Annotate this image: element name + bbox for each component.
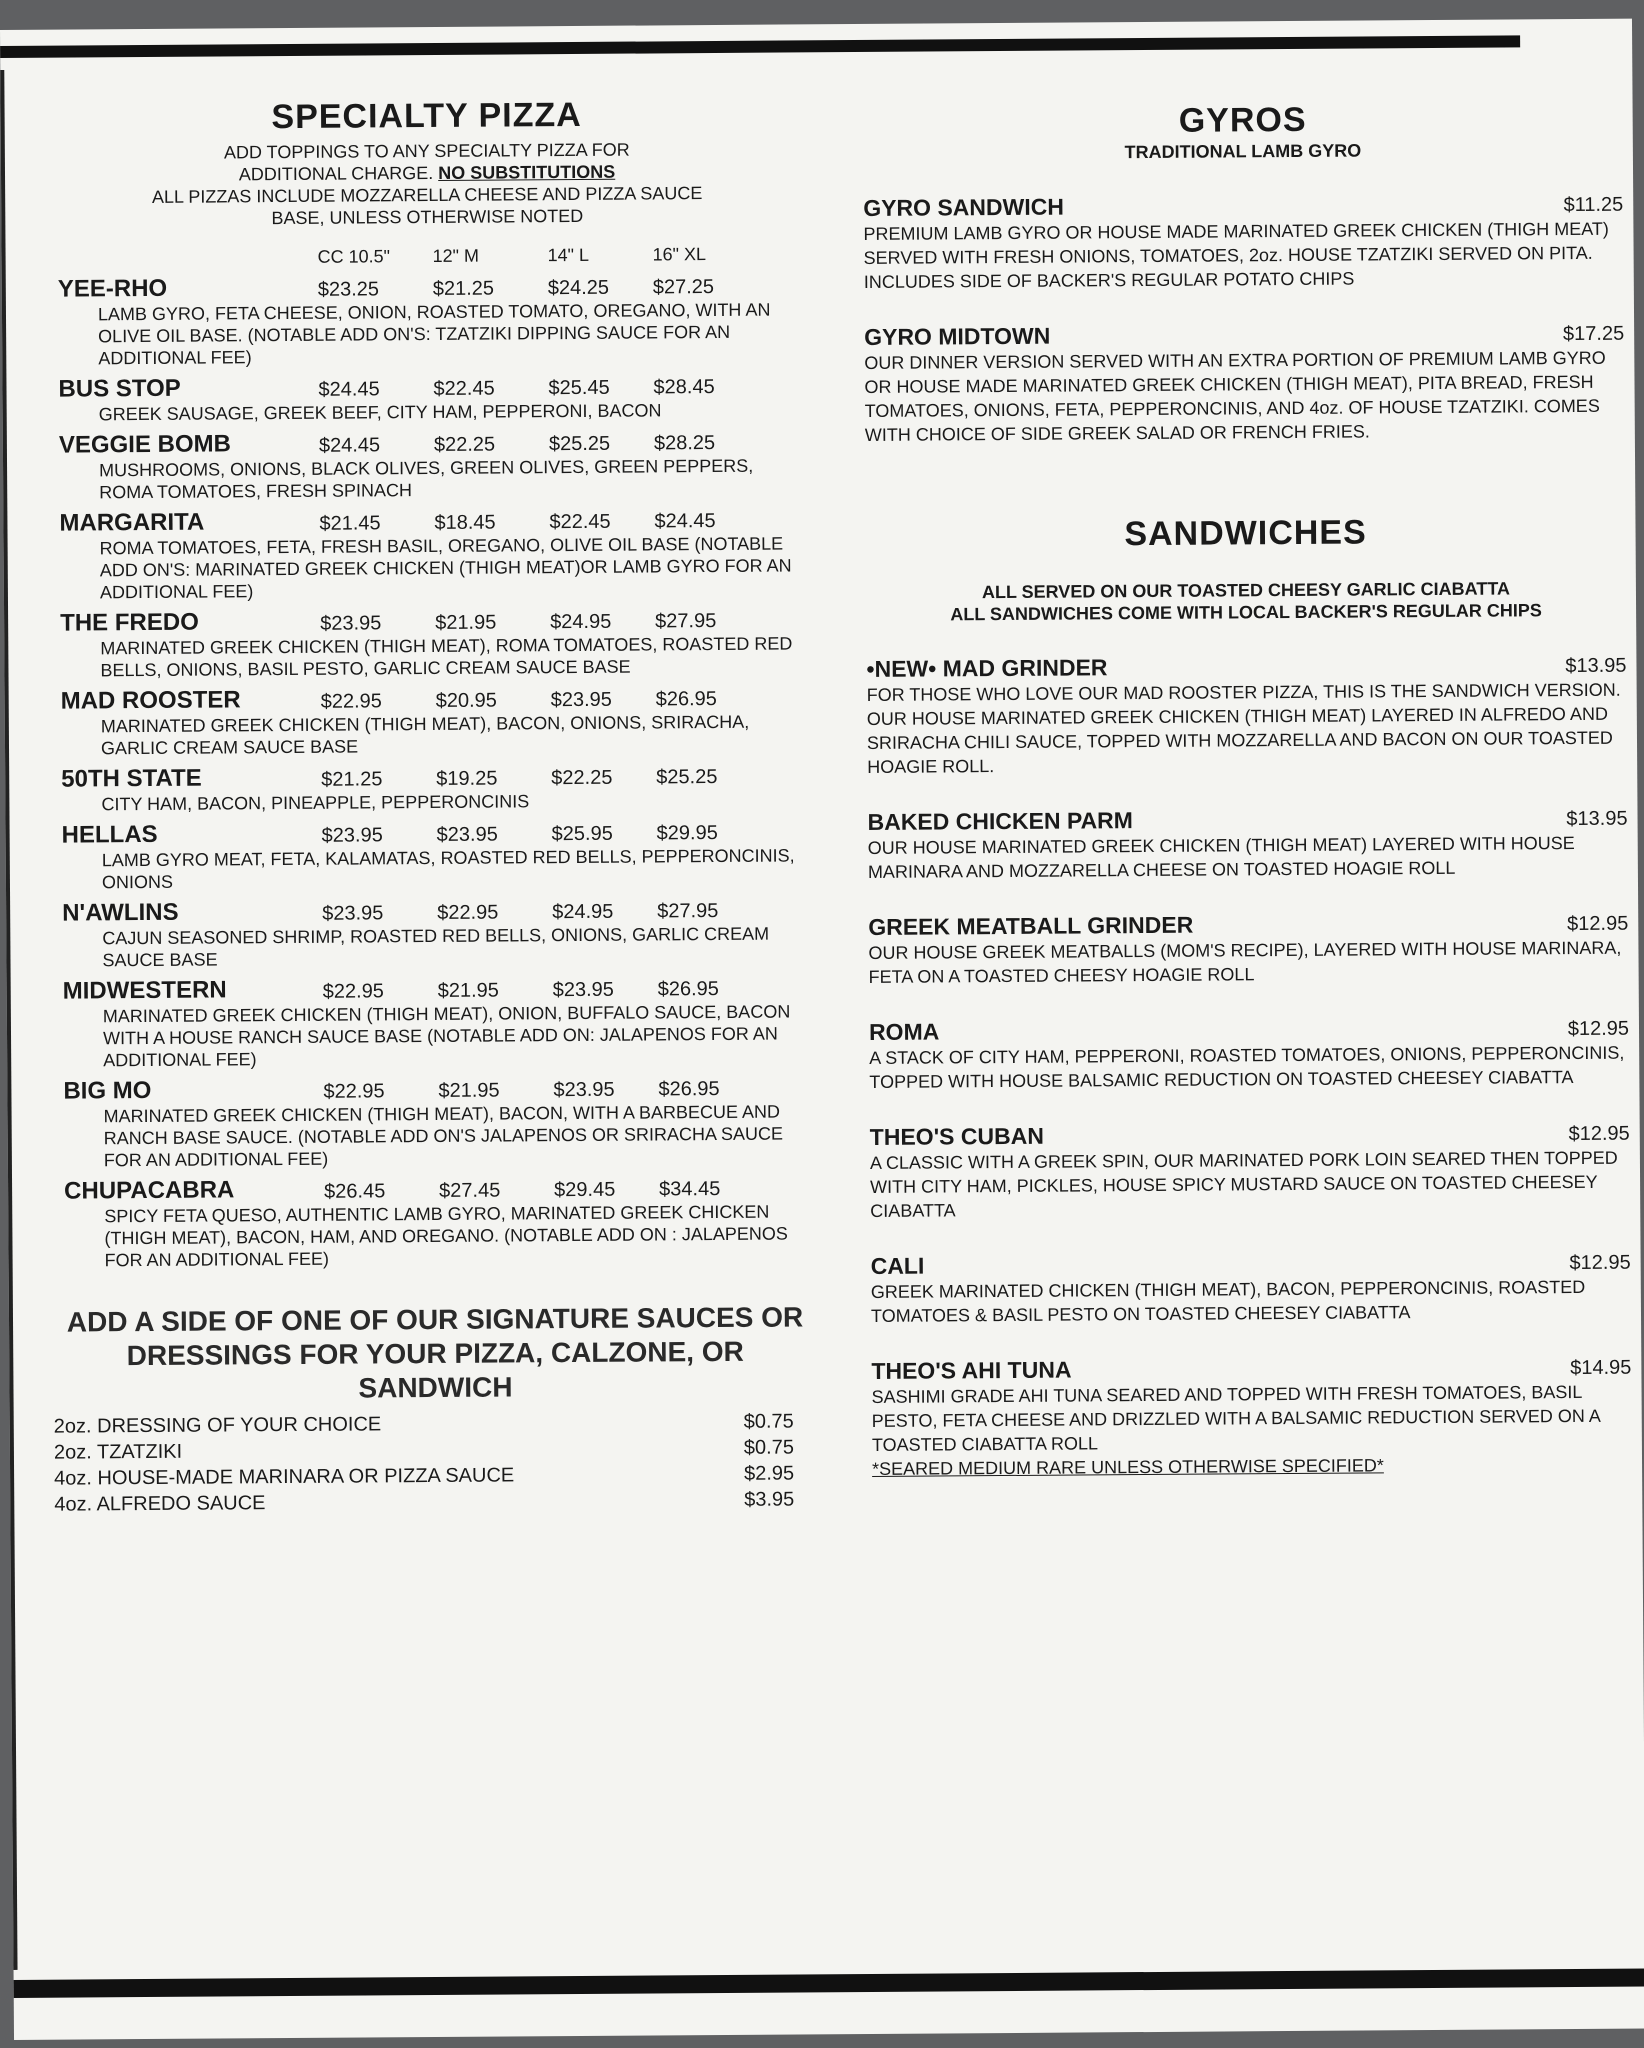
sandwich-description: SASHIMI GRADE AHI TUNA SEARED AND TOPPED WITH FRESH TOMATOES, BASIL PESTO, FETA CHEESE AND DRIZZLED WITH A BALSAMIC REDUCTION SERVED ON A TOASTED CIABATTA ROLL bbox=[871, 1381, 1600, 1455]
pizza-price: $26.45 bbox=[324, 1180, 386, 1203]
pizza-price: $23.95 bbox=[552, 978, 614, 1002]
gyro-item bbox=[863, 190, 1624, 294]
sandwich-item bbox=[869, 1014, 1630, 1094]
pizza-item bbox=[63, 1072, 804, 1171]
pizza-price: $24.95 bbox=[552, 900, 614, 924]
pizza-name: N'AWLINS bbox=[62, 898, 179, 927]
sauce-list bbox=[53, 1408, 807, 1517]
section-title: SPECIALTY PIZZA bbox=[271, 95, 582, 137]
pizza-description: MUSHROOMS, ONIONS, BLACK OLIVES, GREEN OLIVES, GREEN PEPPERS, ROMA TOMATOES, FRESH SPINACH bbox=[99, 455, 754, 503]
pizza-item bbox=[61, 760, 801, 815]
pizza-description: GREEK SAUSAGE, GREEK BEEF, CITY HAM, PEPPERONI, BACON bbox=[98, 400, 662, 425]
size-label: 14" L bbox=[547, 244, 590, 266]
pizza-price: $23.25 bbox=[317, 278, 380, 301]
pizza-item bbox=[63, 972, 804, 1071]
pizza-price: $29.45 bbox=[554, 1178, 616, 1202]
sandwich-name: THEO'S AHI TUNA bbox=[871, 1356, 1072, 1384]
sandwich-name: ROMA bbox=[868, 1018, 940, 1045]
section-title: GYROS bbox=[1178, 100, 1307, 140]
right-column bbox=[863, 99, 1633, 1481]
intro-text: ADDITIONAL CHARGE. bbox=[238, 162, 439, 185]
gyros-section bbox=[863, 99, 1625, 447]
intro-line: ADD TOPPINGS TO ANY SPECIALTY PIZZA FOR bbox=[223, 139, 630, 163]
pizza-description: MARINATED GREEK CHICKEN (THIGH MEAT), ONION, BUFFALO SAUCE, BACON WITH A HOUSE RANCH SAUCE BASE (NOTABLE ADD ON: JALAPENOS FOR AN ADDITIONAL FEE) bbox=[102, 1001, 791, 1071]
top-border bbox=[0, 35, 1520, 58]
pizza-price: $21.95 bbox=[435, 611, 497, 634]
sauce-price: $0.75 bbox=[743, 1436, 794, 1459]
sauce-price: $0.75 bbox=[743, 1410, 794, 1433]
pizza-price: $27.25 bbox=[652, 276, 715, 299]
pizza-name: HELLAS bbox=[61, 820, 158, 849]
pizza-price: $24.25 bbox=[547, 276, 610, 300]
pizza-price: $19.25 bbox=[436, 767, 498, 790]
pizza-description: CAJUN SEASONED SHRIMP, ROASTED RED BELLS, ONIONS, GARLIC CREAM SAUCE BASE bbox=[102, 923, 770, 971]
pizza-name: VEGGIE BOMB bbox=[58, 430, 232, 459]
pizza-price: $21.95 bbox=[437, 979, 499, 1002]
pizza-price: $20.95 bbox=[435, 689, 497, 712]
gyro-name: GYRO MIDTOWN bbox=[864, 322, 1051, 350]
pizza-price: $28.45 bbox=[653, 376, 715, 399]
section-subtitle: ALL SANDWICHES COME WITH LOCAL BACKER'S REGULAR CHIPS bbox=[950, 600, 1542, 625]
sandwich-list bbox=[866, 651, 1632, 1481]
size-label: CC 10.5" bbox=[317, 246, 391, 267]
pizza-price: $27.45 bbox=[439, 1179, 501, 1202]
sandwich-name: •NEW• MAD GRINDER bbox=[866, 654, 1108, 682]
gyro-price: $17.25 bbox=[1562, 322, 1625, 346]
pizza-price: $22.45 bbox=[433, 377, 495, 400]
pizza-description: MARINATED GREEK CHICKEN (THIGH MEAT), BACON, WITH A BARBECUE AND RANCH BASE SAUCE. (NOTABLE ADD ON'S JALAPENOS OR SRIRACHA SAUCE FOR AN ADDITIONAL FEE) bbox=[103, 1101, 784, 1171]
pizza-price: $22.95 bbox=[323, 1080, 385, 1103]
pizza-list bbox=[58, 270, 805, 1271]
gyro-item bbox=[864, 319, 1625, 447]
pizza-price: $27.95 bbox=[657, 900, 719, 923]
sandwich-description: A STACK OF CITY HAM, PEPPERONI, ROASTED TOMATOES, ONIONS, PEPPERONCINIS, TOPPED WITH HOUSE BALSAMIC REDUCTION ON TOASTED CHEESEY CIABATTA bbox=[869, 1042, 1625, 1092]
sandwich-description: OUR HOUSE GREEK MEATBALLS (MOM'S RECIPE), LAYERED WITH HOUSE MARINARA, FETA ON A TOASTED CHEESY HOAGIE ROLL bbox=[868, 937, 1622, 987]
sandwich-description: A CLASSIC WITH A GREEK SPIN, OUR MARINATED PORK LOIN SEARED THEN TOPPED WITH CITY HAM, PICKLES, HOUSE SPICY MUSTARD SAUCE ON TOASTED CHEESEY CIABATTA bbox=[869, 1147, 1618, 1221]
pizza-item bbox=[60, 604, 800, 681]
pizza-name: MAD ROOSTER bbox=[60, 686, 241, 715]
sandwich-price: $12.95 bbox=[1567, 1017, 1630, 1041]
sandwich-price: $13.95 bbox=[1565, 654, 1627, 678]
pizza-price: $24.45 bbox=[654, 510, 716, 533]
section-subtitle: ALL SERVED ON OUR TOASTED CHEESY GARLIC CIABATTA bbox=[981, 578, 1511, 603]
sauce-label: 4oz. HOUSE-MADE MARINARA OR PIZZA SAUCE bbox=[54, 1464, 515, 1490]
pizza-name: 50TH STATE bbox=[61, 764, 202, 793]
sandwich-name: THEO'S CUBAN bbox=[869, 1122, 1044, 1150]
sandwich-price: $14.95 bbox=[1570, 1356, 1632, 1380]
section-subtitle: TRADITIONAL LAMB GYRO bbox=[1124, 140, 1362, 163]
sandwich-item bbox=[871, 1248, 1632, 1328]
pizza-price: $29.95 bbox=[656, 822, 718, 845]
menu-page bbox=[0, 19, 1644, 2040]
sandwich-note: *SEARED MEDIUM RARE UNLESS OTHERWISE SPECIFIED* bbox=[871, 1455, 1384, 1479]
pizza-price: $22.45 bbox=[549, 510, 611, 534]
pizza-price: $23.95 bbox=[321, 824, 383, 847]
sauce-label: 2oz. TZATZIKI bbox=[53, 1440, 183, 1464]
sandwich-item bbox=[870, 1119, 1631, 1223]
sauce-row bbox=[54, 1486, 806, 1517]
pizza-description: LAMB GYRO, FETA CHEESE, ONION, ROASTED TOMATO, OREGANO, WITH AN OLIVE OIL BASE. (NOTABLE ADD ON'S: TZATZIKI DIPPING SAUCE FOR AN ADDITIONAL FEE) bbox=[97, 299, 771, 369]
pizza-name: MARGARITA bbox=[59, 508, 205, 537]
pizza-item bbox=[59, 426, 799, 503]
pizza-price: $22.95 bbox=[322, 980, 384, 1003]
pizza-price: $24.95 bbox=[550, 610, 612, 634]
gyro-price: $11.25 bbox=[1563, 193, 1624, 217]
sauce-price: $3.95 bbox=[744, 1488, 795, 1511]
pizza-item-header bbox=[58, 370, 798, 403]
pizza-description: MARINATED GREEK CHICKEN (THIGH MEAT), BACON, ONIONS, SRIRACHA, GARLIC CREAM SAUCE BASE bbox=[100, 711, 750, 759]
pizza-price: $26.95 bbox=[657, 978, 719, 1001]
pizza-description: CITY HAM, BACON, PINEAPPLE, PEPPERONCINIS bbox=[101, 791, 530, 815]
pizza-price: $34.45 bbox=[659, 1178, 721, 1201]
sandwich-description: FOR THOSE WHO LOVE OUR MAD ROOSTER PIZZA, THIS IS THE SANDWICH VERSION. OUR HOUSE MARINATED GREEK CHICKEN (THIGH MEAT) LAYERED IN ALFREDO AND SRIRACHA CHILI SAUCE, TOPPED WITH MOZZARELLA AND BACON ON OUR TOASTED HOAGIE ROLL. bbox=[866, 679, 1621, 777]
size-label: 16" XL bbox=[652, 244, 707, 265]
pizza-price: $21.25 bbox=[432, 277, 495, 300]
pizza-price: $22.95 bbox=[437, 901, 499, 924]
gyro-description: OUR DINNER VERSION SERVED WITH AN EXTRA PORTION OF PREMIUM LAMB GYRO OR HOUSE MADE MARINATED GREEK CHICKEN (THIGH MEAT), PITA BREAD, FRESH TOMATOES, ONIONS, FETA, PEPPERONCINIS, AND 4oz. OF HOUSE TZATZIKI. COMES WITH CHOICE OF SIDE GREEK SALAD OR FRENCH FRIES. bbox=[864, 347, 1606, 445]
sandwich-price: $12.95 bbox=[1567, 912, 1629, 936]
pizza-price: $26.95 bbox=[658, 1078, 720, 1101]
sandwich-price: $12.95 bbox=[1569, 1251, 1631, 1275]
sandwich-item bbox=[868, 909, 1629, 989]
pizza-price: $21.95 bbox=[438, 1079, 500, 1102]
gyro-name: GYRO SANDWICH bbox=[863, 193, 1064, 221]
sauce-label: 4oz. ALFREDO SAUCE bbox=[54, 1492, 266, 1516]
gyro-list bbox=[863, 190, 1625, 447]
pizza-item-header bbox=[61, 760, 801, 793]
pizza-price: $25.25 bbox=[656, 766, 718, 789]
sandwich-price: $12.95 bbox=[1568, 1122, 1630, 1146]
pizza-price: $18.45 bbox=[434, 511, 496, 534]
pizza-price: $23.95 bbox=[320, 612, 382, 635]
pizza-price: $28.25 bbox=[653, 432, 716, 455]
pizza-description: LAMB GYRO MEAT, FETA, KALAMATAS, ROASTED RED BELLS, PEPPERONCINIS, ONIONS bbox=[101, 845, 795, 893]
pizza-price: $23.95 bbox=[550, 688, 612, 712]
bottom-border bbox=[14, 1969, 1644, 1998]
section-title: SANDWICHES bbox=[1124, 513, 1367, 554]
pizza-name: CHUPACABRA bbox=[64, 1176, 235, 1205]
pizza-price: $24.45 bbox=[318, 378, 380, 401]
pizza-item bbox=[58, 270, 799, 369]
pizza-name: THE FREDO bbox=[60, 608, 199, 637]
pizza-price: $25.45 bbox=[548, 376, 610, 400]
pizza-item bbox=[64, 1172, 805, 1271]
sandwich-name: BAKED CHICKEN PARM bbox=[867, 807, 1133, 835]
sauce-price: $2.95 bbox=[743, 1462, 795, 1485]
pizza-description: MARINATED GREEK CHICKEN (THIGH MEAT), ROMA TOMATOES, ROASTED RED BELLS, ONIONS, BASIL PESTO, GARLIC CREAM SAUCE BASE bbox=[100, 633, 793, 681]
pizza-price: $27.95 bbox=[655, 610, 717, 633]
pizza-price: $22.25 bbox=[551, 766, 613, 790]
pizza-name: YEE-RHO bbox=[57, 274, 168, 303]
specialty-pizza-section bbox=[53, 94, 806, 1517]
intro-line: ALL PIZZAS INCLUDE MOZZARELLA CHEESE AND PIZZA SAUCE bbox=[151, 183, 703, 207]
sauce-label: 2oz. DRESSING OF YOUR CHOICE bbox=[53, 1413, 382, 1438]
sandwich-name: GREEK MEATBALL GRINDER bbox=[868, 911, 1194, 940]
pizza-item bbox=[62, 894, 802, 971]
intro-line: BASE, UNLESS OTHERWISE NOTED bbox=[271, 205, 584, 229]
pizza-item bbox=[62, 816, 802, 893]
pizza-price: $22.25 bbox=[433, 433, 496, 456]
pizza-price: $23.95 bbox=[322, 902, 384, 925]
sandwich-name: CALI bbox=[870, 1252, 925, 1279]
gyro-description: PREMIUM LAMB GYRO OR HOUSE MADE MARINATED GREEK CHICKEN (THIGH MEAT) SERVED WITH FRESH ONIONS, TOMATOES, 2oz. HOUSE TZATZIKI SERVED ON PITA. INCLUDES SIDE OF BACKER'S REGULAR POTATO CHIPS bbox=[863, 218, 1609, 292]
sandwiches-section bbox=[865, 512, 1632, 1481]
pizza-price: $25.95 bbox=[551, 822, 613, 846]
pizza-price: $25.25 bbox=[548, 432, 611, 456]
sandwich-price: $13.95 bbox=[1566, 807, 1628, 831]
pizza-name: MIDWESTERN bbox=[62, 976, 227, 1005]
pizza-name: BUS STOP bbox=[58, 374, 181, 403]
sauces-title: ADD A SIDE OF ONE OF OUR SIGNATURE SAUCES OR DRESSINGS FOR YOUR PIZZA, CALZONE, OR SANDWICH bbox=[66, 1301, 804, 1404]
sandwich-item bbox=[866, 651, 1627, 779]
pizza-intro bbox=[57, 137, 798, 230]
pizza-price: $26.95 bbox=[655, 688, 717, 711]
pizza-price: $23.95 bbox=[553, 1078, 615, 1102]
sandwich-item bbox=[867, 804, 1628, 884]
pizza-price: $24.45 bbox=[318, 434, 381, 457]
pizza-item bbox=[58, 370, 798, 425]
size-header bbox=[58, 243, 798, 269]
pizza-price: $22.95 bbox=[320, 690, 382, 713]
sandwich-description: GREEK MARINATED CHICKEN (THIGH MEAT), BACON, PEPPERONCINIS, ROASTED TOMATOES & BASIL PESTO ON TOASTED CHEESEY CIABATTA bbox=[870, 1276, 1586, 1326]
pizza-description: ROMA TOMATOES, FETA, FRESH BASIL, OREGANO, OLIVE OIL BASE (NOTABLE ADD ON'S: MARINATED GREEK CHICKEN (THIGH MEAT)OR LAMB GYRO FOR AN ADDITIONAL FEE) bbox=[99, 533, 792, 603]
sandwich-item bbox=[871, 1353, 1632, 1481]
pizza-name: BIG MO bbox=[63, 1076, 152, 1105]
pizza-item bbox=[61, 682, 801, 759]
pizza-price: $21.45 bbox=[319, 512, 381, 535]
no-substitutions-note: NO SUBSTITUTIONS bbox=[438, 161, 616, 183]
page-fold-edge bbox=[0, 70, 17, 1970]
pizza-price: $21.25 bbox=[321, 768, 383, 791]
pizza-price: $23.95 bbox=[436, 823, 498, 846]
pizza-item bbox=[59, 504, 800, 603]
pizza-description: SPICY FETA QUESO, AUTHENTIC LAMB GYRO, MARINATED GREEK CHICKEN (THIGH MEAT), BACON, HAM, AND OREGANO. (NOTABLE ADD ON : JALAPENOS FOR AN ADDITIONAL FEE) bbox=[104, 1201, 788, 1271]
size-label: 12" M bbox=[432, 245, 480, 266]
sandwich-description: OUR HOUSE MARINATED GREEK CHICKEN (THIGH MEAT) LAYERED WITH HOUSE MARINARA AND MOZZARELLA CHEESE ON TOASTED HOAGIE ROLL bbox=[867, 833, 1575, 882]
